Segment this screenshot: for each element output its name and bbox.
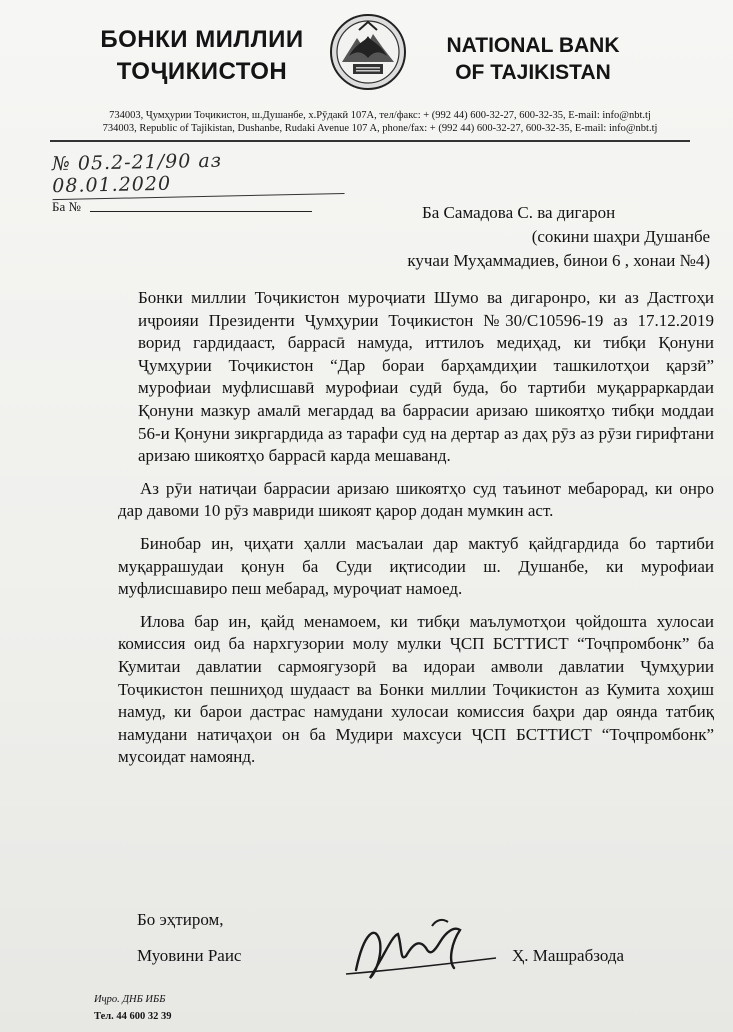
ba-number-blank-line bbox=[90, 211, 312, 212]
bank-emblem-logo bbox=[329, 12, 407, 92]
body-paragraph-2: Аз рӯи натиҷаи баррасии аризаю шикоятҳо суд таъинот мебарорад, ки онро дар давоми 10 рӯз мавриди шикоят қарор додан мумкин аст. bbox=[118, 478, 714, 521]
body-paragraph-3: Бинобар ин, ҷиҳати ҳалли масъалаи дар мактуб қайдгардида бо тартиби муқаррашудаи қонун ба Суди иқтисодии ш. Душанбе, ки мурофиаи муфлисшавиро пеш мебарад, муроҷиат намоед. bbox=[118, 533, 714, 599]
recipient-address-line2: кучаи Муҳаммадиев, бинои 6 , хонаи №4) bbox=[407, 251, 710, 270]
body-paragraph-4: Илова бар ин, қайд менамоем, ки тибқи маълумотҳои ҷойдошта хулосаи комиссия оид ба нархгузории молу мулки ҶСП БСТТИСТ “Тоҷпромбонк” ба Кумитаи давлатии сармоягузорӣ ва идораи амволи давлатии Ҷумҳурии Тоҷикистон пешниҳод шудааст ва Бонки миллии Тоҷикистон аз Кумита хоҳиш намуд, ки барои дастрас намудани хулосаи комиссия баҳри дар оянда татбиқ намудани натиҷаҳои он ба Мудири махсуси ҶСП БСТТИСТ “Тоҷпромбонк” мусоидат намоянд. bbox=[118, 611, 714, 767]
handwritten-signature bbox=[336, 912, 506, 990]
bank-name-tajik bbox=[72, 24, 332, 88]
address-english: 734003, Republic of Tajikistan, Dushanbe, Rudaki Avenue 107 A, phone/fax: + (992 44) 600-32-27, 600-32-35, E-mail: info@nbt.tj bbox=[102, 123, 658, 134]
executor-phone: Тел. 44 600 32 39 bbox=[94, 1011, 172, 1022]
closing-regards: Бо эҳтиром, bbox=[137, 910, 224, 929]
signer-name: Ҳ. Машрабзода bbox=[512, 946, 625, 965]
bank-name-tajik-line2: ТОҶИКИСТОН bbox=[116, 58, 288, 85]
bank-name-tajik-line1: БОНКИ МИЛЛИИ bbox=[100, 26, 304, 53]
address-tajik: 734003, Ҷумҳурии Тоҷикистон, ш.Душанбе, х.Рӯдакӣ 107А, тел/факс: + (992 44) 600-32-27, 600-32-35, E-mail: info@nbt.tj bbox=[109, 110, 651, 121]
handwritten-reference-text: № 05.2-21/90 аз 08.01.2020 bbox=[52, 147, 345, 200]
body-paragraph-1: Бонки миллии Тоҷикистон муроҷиати Шумо ва дигаронро, ки аз Дастгоҳи иҷроияи Президенти Ҷумҳурии Тоҷикистон №30/С10596-19 аз 17.12.2019 ворид гардидааст, баррасӣ намуда, иттилоъ медиҳад, ки тибқи Қонуни Ҷумҳурии Тоҷикистон “Дар бораи барҳамдиҳии ташкилотҳои қарзӣ” мурофиаи муфлисшавӣ мурофиаи судӣ буда, бо тартиби муқарраркардаи Қонуни мазкур амалӣ мегардад ва баррасии аризаю шикоятҳо тибқи моддаи 56-и Қонуни зикргардида аз тарафи суд на дертар аз даҳ рӯз аз рӯзи гирифтани аризаю шикоятҳо баррасӣ карда мешаванд. bbox=[138, 288, 714, 466]
signer-position: Муовини Раис bbox=[137, 946, 242, 965]
ba-number-label: Ба № bbox=[52, 199, 81, 214]
letter-body bbox=[118, 287, 714, 779]
recipient-block bbox=[390, 201, 710, 273]
header-divider bbox=[50, 140, 690, 142]
handwritten-reference-number bbox=[51, 147, 353, 198]
bank-name-english bbox=[408, 32, 658, 86]
recipient-address-line1: (сокини шаҳри Душанбе bbox=[531, 227, 710, 246]
executor-note: Иҷро. ДНБ ИББ bbox=[94, 994, 166, 1005]
recipient-name: Ба Самадова С. ва дигарон bbox=[422, 203, 616, 222]
bank-name-english-line2: OF TAJIKISTAN bbox=[455, 61, 611, 84]
bank-name-english-line1: NATIONAL BANK bbox=[446, 34, 620, 57]
